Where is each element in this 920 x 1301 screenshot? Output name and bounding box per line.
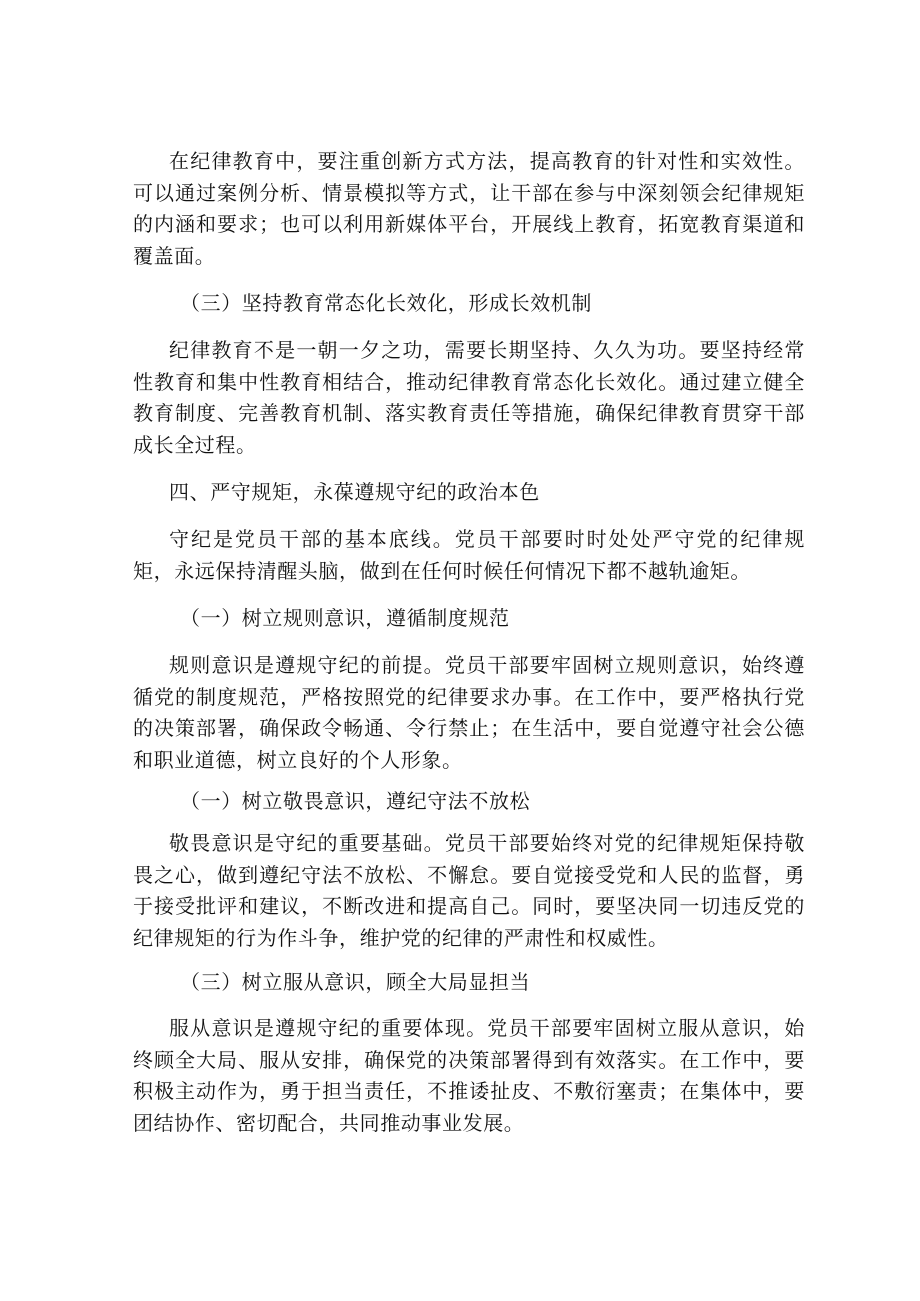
subheading-reverence-awareness: （一）树立敬畏意识，遵纪守法不放松 — [180, 789, 531, 813]
subheading-obedience-awareness: （三）树立服从意识，顾全大局显担当 — [180, 970, 531, 994]
paragraph-innovative-education: 在纪律教育中，要注重创新方式方法，提高教育的针对性和实效性。可以通过案例分析、情景模拟等方式，让干部在参与中深刻领会纪律规矩的内涵和要求；也可以利用新媒体平台，开展线上教育，拓宽教育渠道和覆盖面。 — [133, 149, 805, 268]
paragraph-long-term-education: 纪律教育不是一朝一夕之功，需要长期坚持、久久为功。要坚持经常性教育和集中性教育相结合，推动纪律教育常态化长效化。通过建立健全教育制度、完善教育机制、落实教育责任等措施，确保纪律教育贯穿干部成长全过程。 — [133, 338, 805, 457]
heading-section-four: 四、严守规矩，永葆遵规守纪的政治本色 — [169, 480, 540, 504]
paragraph-rule-awareness: 规则意识是遵规守纪的前提。党员干部要牢固树立规则意识，始终遵循党的制度规范，严格按照党的纪律要求办事。在工作中，要严格执行党的决策部署，确保政令畅通、令行禁止；在生活中，要自觉遵守社会公德和职业道德，树立良好的个人形象。 — [133, 653, 805, 772]
subheading-regular-education: （三）坚持教育常态化长效化，形成长效机制 — [180, 291, 592, 315]
paragraph-obedience-awareness: 服从意识是遵规守纪的重要体现。党员干部要牢固树立服从意识，始终顾全大局、服从安排，确保党的决策部署得到有效落实。在工作中，要积极主动作为，勇于担当责任，不推诿扯皮、不敷衍塞责；在集体中，要团结协作、密切配合，共同推动事业发展。 — [133, 1016, 805, 1135]
paragraph-reverence-awareness: 敬畏意识是守纪的重要基础。党员干部要始终对党的纪律规矩保持敬畏之心，做到遵纪守法不放松、不懈怠。要自觉接受党和人民的监督，勇于接受批评和建议，不断改进和提高自己。同时，要坚决同一切违反党的纪律规矩的行为作斗争，维护党的纪律的严肃性和权威性。 — [133, 831, 805, 950]
subheading-rule-awareness: （一）树立规则意识，遵循制度规范 — [180, 606, 510, 630]
paragraph-discipline-baseline: 守纪是党员干部的基本底线。党员干部要时时处处严守党的纪律规矩，永远保持清醒头脑，做到在任何时候任何情况下都不越轨逾矩。 — [133, 527, 805, 583]
